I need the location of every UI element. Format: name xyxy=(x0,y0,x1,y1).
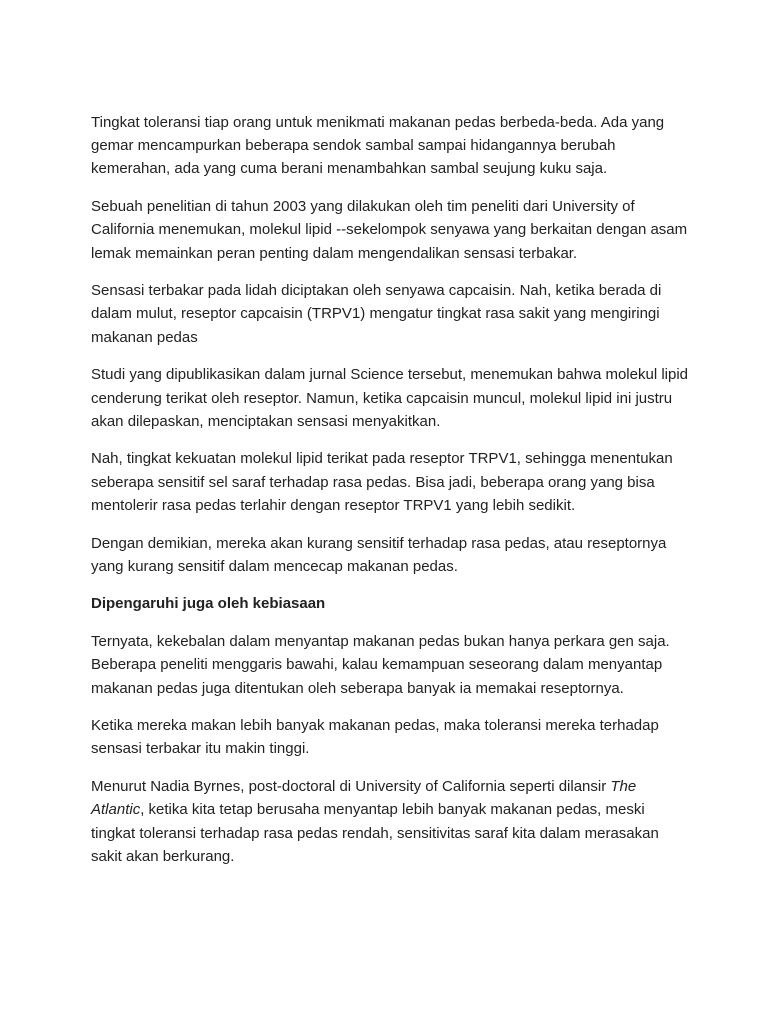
paragraph-1: Tingkat toleransi tiap orang untuk menikmati makanan pedas berbeda-beda. Ada yang gemar mencampurkan beberapa sendok sambal sampai hidangannya berubah kemerahan, ada yang cuma berani menambahkan sambal seujung kuku saja. xyxy=(91,114,665,178)
paragraph-9 xyxy=(91,775,691,868)
paragraph-5: Nah, tingkat kekuatan molekul lipid terikat pada reseptor TRPV1, sehingga menentukan seberapa sensitif sel saraf terhadap rasa pedas. Bisa jadi, beberapa orang yang bisa mentolerir rasa pedas terlahir dengan reseptor TRPV1 yang lebih sedikit. xyxy=(91,450,673,514)
paragraph-2: Sebuah penelitian di tahun 2003 yang dilakukan oleh tim peneliti dari University of California menemukan, molekul lipid --sekelompok senyawa yang berkaitan dengan asam lemak memainkan peran penting dalam mengendalikan sensasi terbakar. xyxy=(91,198,688,262)
paragraph-9-text-before: Menurut Nadia Byrnes, post-doctoral di University of California seperti dilansir xyxy=(91,778,611,796)
paragraph-8: Ketika mereka makan lebih banyak makanan pedas, maka toleransi mereka terhadap sensasi terbakar itu makin tinggi. xyxy=(91,717,659,758)
paragraph-4: Studi yang dipublikasikan dalam jurnal Science tersebut, menemukan bahwa molekul lipid cenderung terikat oleh reseptor. Namun, ketika capcaisin muncul, molekul lipid ini justru akan dilepaskan, menciptakan sensasi menyakitkan. xyxy=(91,366,689,430)
paragraph-3: Sensasi terbakar pada lidah diciptakan oleh senyawa capcaisin. Nah, ketika berada di dalam mulut, reseptor capcaisin (TRPV1) mengatur tingkat rasa sakit yang mengiringi makanan pedas xyxy=(91,282,662,346)
paragraph-7: Ternyata, kekebalan dalam menyantap makanan pedas bukan hanya perkara gen saja. Beberapa peneliti menggaris bawahi, kalau kemampuan seseorang dalam menyantap makanan pedas juga ditentukan oleh seberapa banyak ia memakai reseptornya. xyxy=(91,633,670,697)
paragraph-9-text-after: , ketika kita tetap berusaha menyantap lebih banyak makanan pedas, meski tingkat toleransi terhadap rasa pedas rendah, sensitivitas saraf kita dalam merasakan sakit akan berkurang. xyxy=(91,801,659,865)
document-body xyxy=(91,111,691,882)
paragraph-6: Dengan demikian, mereka akan kurang sensitif terhadap rasa pedas, atau reseptornya yang kurang sensitif dalam mencecap makanan pedas. xyxy=(91,534,667,575)
publication-name: The Atlantic xyxy=(91,778,637,819)
section-subheading: Dipengaruhi juga oleh kebiasaan xyxy=(91,595,326,613)
